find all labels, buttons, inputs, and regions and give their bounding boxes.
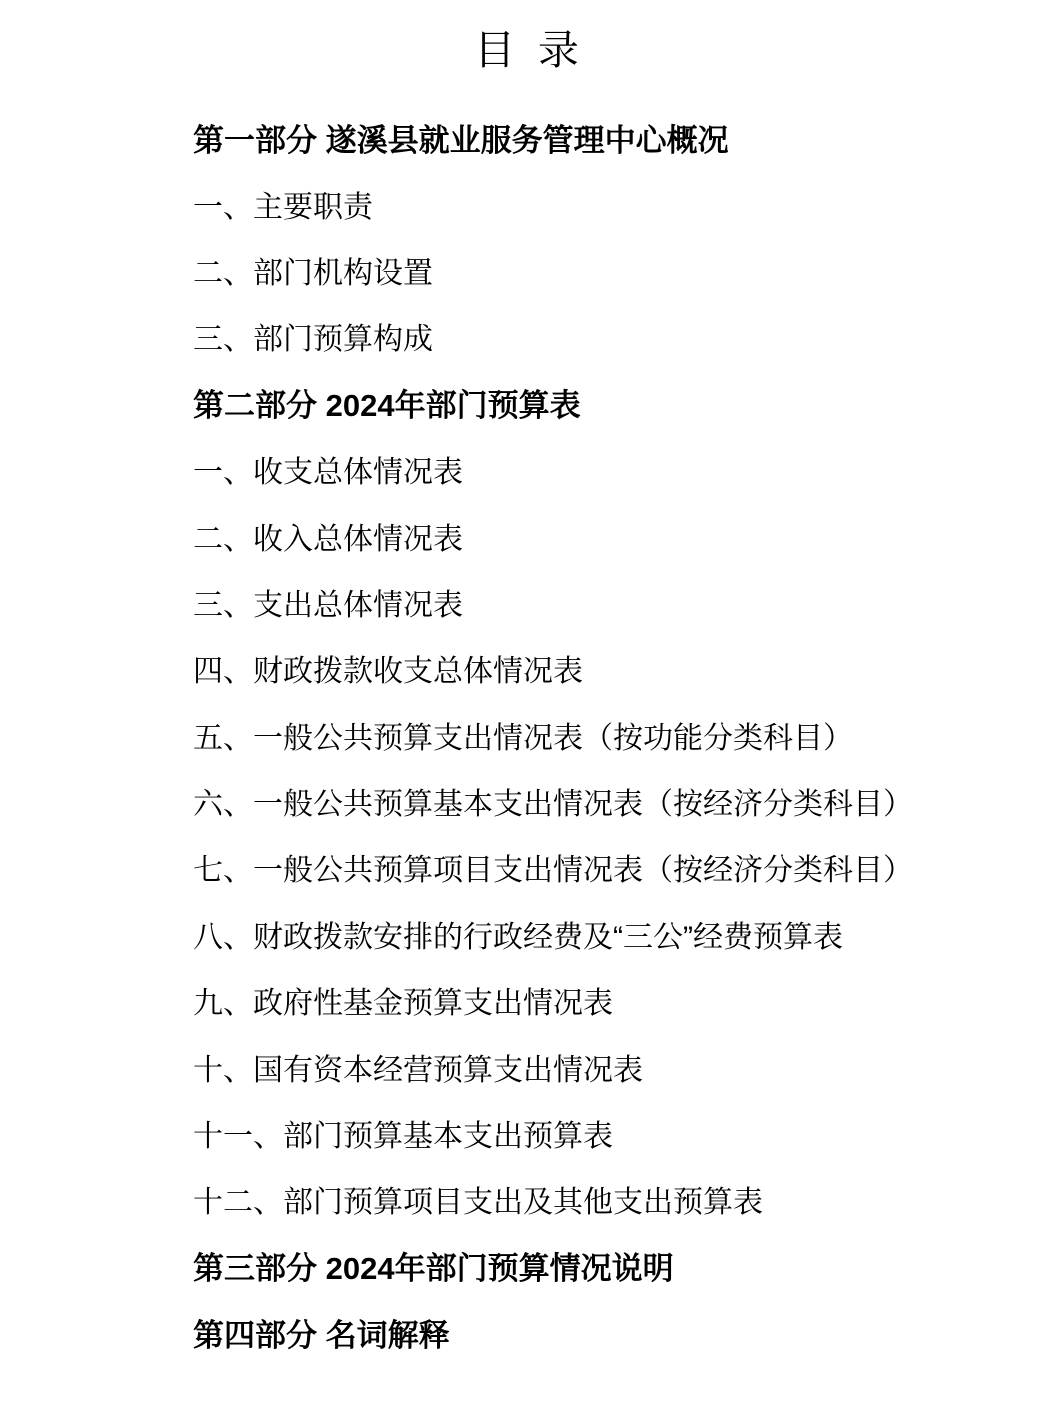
toc-entry-part2-item6: 六、一般公共预算基本支出情况表（按经济分类科目） [193,788,913,822]
toc-entry-part2-item4: 四、财政拨款收支总体情况表 [193,655,583,689]
toc-entry-part2-item3: 三、支出总体情况表 [193,588,463,622]
toc-entry-part1-item2: 二、部门机构设置 [193,256,433,290]
toc-entry-part2: 第二部分 2024年部门预算表 [193,388,581,424]
toc-entry-part2-item5: 五、一般公共预算支出情况表（按功能分类科目） [193,721,853,755]
toc-entry-part2-item7: 七、一般公共预算项目支出情况表（按经济分类科目） [193,854,913,888]
toc-entry-part3: 第三部分 2024年部门预算情况说明 [193,1251,674,1287]
toc-entry-part2-item11: 十一、部门预算基本支出预算表 [193,1120,613,1154]
toc-entry-part1-item1: 一、主要职责 [193,190,373,224]
toc-entry-part2-item9: 九、政府性基金预算支出情况表 [193,987,613,1021]
toc-title: 目 录 [474,27,579,73]
toc-entry-part2-item1: 一、收支总体情况表 [193,456,463,490]
toc-entry-part1: 第一部分 遂溪县就业服务管理中心概况 [193,122,729,158]
toc-entry-part4: 第四部分 名词解释 [193,1317,450,1353]
toc-entry-part1-item3: 三、部门预算构成 [193,323,433,357]
toc-entry-part2-item8: 八、财政拨款安排的行政经费及“三公”经费预算表 [193,920,843,954]
toc-entry-part2-item12: 十二、部门预算项目支出及其他支出预算表 [193,1186,763,1220]
toc-entry-part2-item2: 二、收入总体情况表 [193,522,463,556]
toc-entry-part2-item10: 十、国有资本经营预算支出情况表 [193,1053,643,1087]
toc-list [0,104,1053,1365]
